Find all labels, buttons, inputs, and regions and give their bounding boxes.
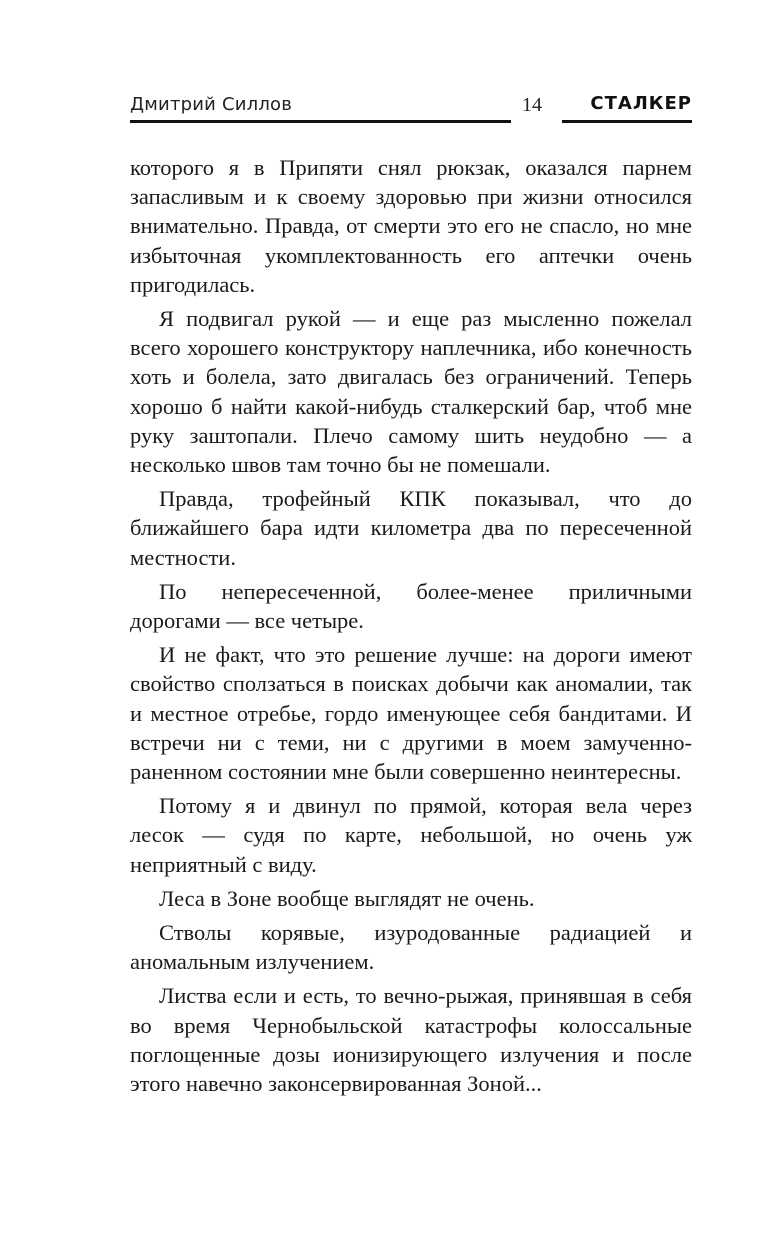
series-title: СТАЛКЕР bbox=[590, 93, 692, 114]
body-text bbox=[130, 153, 692, 1103]
paragraph: Потому я и двинул по прямой, которая вела через лесок — судя по карте, небольшой, но очень уж неприятный с виду. bbox=[130, 793, 692, 877]
author-name: Дмитрий Силлов bbox=[130, 94, 293, 115]
running-header bbox=[130, 92, 692, 124]
paragraph: Правда, трофейный КПК показывал, что до ближайшего бара идти километра два по пересеченной местности. bbox=[130, 486, 692, 570]
paragraph: Леса в Зоне вообще выглядят не очень. bbox=[159, 885, 535, 911]
page-number: 14 bbox=[522, 94, 542, 116]
header-rule-right bbox=[562, 120, 692, 123]
paragraph: которого я в Припяти снял рюкзак, оказался парнем запасливым и к своему здоровью при жизни относился внимательно. Правда, от смерти это его не спасло, но мне избыточная укомплектованность его аптечки очень пригодилась. bbox=[130, 155, 692, 297]
paragraph: И не факт, что это решение лучше: на дороги имеют свойство сползаться в поисках добычи как аномалии, так и местное отребье, гордо именующее себя бандитами. И встречи ни с теми, ни с другими в моем замученно-раненном состоянии мне были совершенно неинтересны. bbox=[130, 642, 692, 785]
header-rule-left bbox=[130, 120, 511, 123]
paragraph: По непересеченной, более-менее приличными дорогами — все четыре. bbox=[130, 578, 692, 634]
paragraph: Я подвигал рукой — и еще раз мысленно пожелал всего хорошего конструктору наплечника, ибо конечность хоть и болела, зато двигалась без ограничений. Теперь хорошо б найти какой-нибудь сталкерский бар, чтоб мне руку заштопали. Плечо самому шить неудобно — а несколько швов там точно бы не помешали. bbox=[130, 306, 692, 478]
paragraph: Стволы корявые, изуродованные радиацией и аномальным излучением. bbox=[130, 920, 692, 975]
paragraph: Листва если и есть, то вечно-рыжая, принявшая в себя во время Чернобыльской катастрофы колоссальные поглощенные дозы ионизирующего излучения и после этого навечно законсервированная Зоной... bbox=[130, 983, 692, 1097]
